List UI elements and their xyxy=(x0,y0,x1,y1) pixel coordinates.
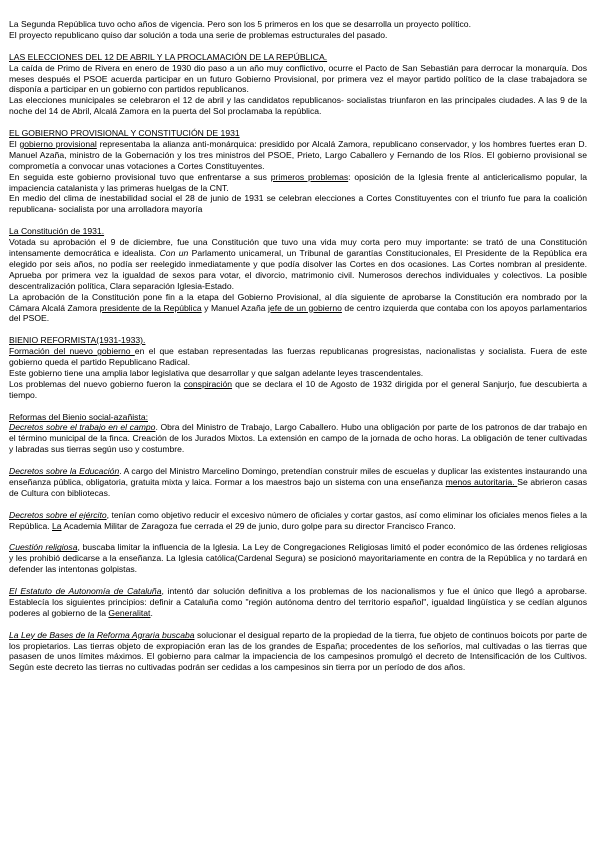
text-run: que se declara el 10 de Agosto de 1932 dirigida por el general Sanjurjo, fue descubierta a tiempo. xyxy=(9,378,587,400)
text-run: . A cargo del Ministro Marcelino Domingo, pretendían construir miles de escuelas y duplicar las existentes instaurando una enseñanza pública, obligatoria, gratuita mixta y laica. Formar a los maestros bajo un sistema con una enseñanza xyxy=(9,466,587,487)
gobierno-paragraph-1 xyxy=(9,139,587,172)
gobierno-paragraph-2 xyxy=(9,172,587,194)
text-run: solucionar el desigual reparto de la propiedad de la tierra, fue objeto de continuos boicots por parte de los propietarios. Las tierras objeto de expropiación eran las de los grandes de España; procedentes de los señoríos, mal cultivadas o las tierras que pasasen de unos límites máximos. El gobierno para calmar la impaciencia de los campesinos promulgó el decreto de Intensificación de los Cultivos. Según este decreto las tierras no cultivadas podrán ser cedidas a los campesinos sin tierra por un período de dos años. xyxy=(9,629,587,673)
reform-title: Decretos sobre el trabajo en el campo xyxy=(9,422,156,433)
spacer xyxy=(9,455,587,466)
underlined-term: La xyxy=(52,520,62,531)
heading-reformas: Reformas del Bienio social-azañista: xyxy=(9,411,148,422)
intro-line-1: La Segunda República tuvo ocho años de vigencia. Pero son los 5 primeros en los que se desarrolla un proyecto político. xyxy=(9,19,471,29)
text-run: : oposición de la Iglesia frente al anticlericalismo popular, la impaciencia catalanista y las primeras huelgas de la CNT. xyxy=(9,171,587,193)
constitucion-paragraph-1 xyxy=(9,237,587,292)
reform-title: Decretos sobre el ejército xyxy=(9,509,107,520)
bienio-paragraph-1 xyxy=(9,346,587,368)
heading-bienio-reformista: BIENIO REFORMISTA(1931-1933). xyxy=(9,335,146,346)
text-run: de centro izquierda que contaba con los apoyos parlamentarios del PSOE. xyxy=(9,302,587,324)
intro-line-2: El proyecto republicano quiso dar solución a toda una serie de problemas estructurales del pasado. xyxy=(9,29,388,40)
text-run: representaba la alianza anti-monárquica: presidido por Alcalá Zamora, republicano conservador, y los hombres fuertes eran D. Manuel Azaña, ministro de la Gobernación y los tres ministros del PSOE, Prieto, Largo Caballero y Fernando de los Ríos. El gobierno provisional se comprometía a convocar unas votaciones a Cortes Constituyentes. xyxy=(9,138,587,171)
text-run: . Obra del Ministro de Trabajo, Largo Caballero. Hubo una obligación por parte de los patronos de dar trabajo en el término municipal de la finca. Creación de los Jurados Mixtos. La extensión en campo de la jornada de ocho horas. La obligación de tener cultivadas y labradas sus tierras según uso y costumbre. xyxy=(9,422,587,455)
underlined-term: gobierno provisional xyxy=(19,138,97,149)
reform-title: La Ley de Bases de la Reforma Agraria buscaba xyxy=(9,629,195,640)
underlined-term: primeros problemas xyxy=(270,171,349,182)
text-run: El xyxy=(9,138,20,149)
underlined-term: jefe de un gobierno xyxy=(268,302,342,313)
underlined-term: Formación del nuevo gobierno xyxy=(9,346,135,357)
reform-title: Cuestión religiosa xyxy=(9,542,78,553)
underlined-term: menos autoritaria. xyxy=(445,476,518,487)
spacer xyxy=(9,324,587,335)
text-run: . xyxy=(150,607,153,618)
heading-constitucion: La Constitución de 1931. xyxy=(9,226,105,237)
elecciones-paragraph-1: La caída de Primo de Rivera en enero de 1930 dio paso a un año muy conflictivo, ocurre el Pacto de San Sebastián para derrocar la monarquía. Dos meses después el PSOE acuerda participar en un futuro Gobierno Provisional, por primera vez el mayor partido político de la clase trabajadora se disponía a participar en un gobierno con partidos republicanos. xyxy=(9,62,587,95)
reforma-educacion xyxy=(9,466,587,499)
reforma-agraria xyxy=(9,630,587,674)
heading-gobierno-provisional: EL GOBIERNO PROVISIONAL Y CONSTITUCIÓN DE 1931 xyxy=(9,128,240,139)
heading-elecciones: LAS ELECCIONES DEL 12 DE ABRIL Y LA PROCLAMACIÓN DE LA REPÚBLICA. xyxy=(9,51,328,62)
text-run: Parlamento unicameral, un Tribunal de garantías Constitucionales, El Presidente de la República era elegido por seis años, no podía ser reelegido inmediatamente y que podía disolver las Cortes en dos ocasiones. Las Cortes nombran al presidente. Aprueba por primera vez la igualdad de sexos para votar, el divorcio, matrimonio civil. Numerosos derechos individuales y colectivos. La posible descentralización política, Clara separación Iglesia-Estado. xyxy=(9,247,588,291)
gobierno-paragraph-3: En medio del clima de inestabilidad social el 28 de junio de 1931 se celebran elecciones a Cortes Constituyentes con el triunfo fue para la coalición republicana- socialista por una arrolladora mayoría xyxy=(9,193,587,215)
spacer xyxy=(9,41,587,52)
text-run: En seguida este gobierno provisional tuvo que enfrentarse a sus xyxy=(9,171,271,182)
elecciones-paragraph-2: Las elecciones municipales se celebraron el 12 de abril y las candidatos republicanos- socialistas triunfaron en las principales ciudades. A las 9 de la noche del 14 de Abril, Alcalá Zamora en la puerta del Sol proclamaba la república. xyxy=(9,95,587,117)
underlined-term: presidente de la República xyxy=(99,302,202,313)
spacer xyxy=(9,215,587,226)
text-run: Academia Militar de Zaragoza fue cerrada el 29 de junio, duro golpe para su director Francisco Franco. xyxy=(61,520,456,531)
spacer xyxy=(9,401,587,412)
reforma-ejercito xyxy=(9,510,587,532)
text-run: Los problemas del nuevo gobierno fueron la xyxy=(9,378,184,389)
reforma-estatuto xyxy=(9,586,587,619)
spacer xyxy=(9,499,587,510)
text-run: Se abrieron casas de Cultura con bibliotecas. xyxy=(9,476,587,498)
underlined-term: conspiración xyxy=(183,378,233,389)
bienio-paragraph-2: Este gobierno tiene una amplia labor legislativa que desarrollar y que salgan adelante leyes trascendentales. xyxy=(9,367,424,378)
document-page xyxy=(9,19,587,673)
reforma-religiosa xyxy=(9,542,587,575)
underlined-term: Generalitat xyxy=(108,607,151,618)
spacer xyxy=(9,531,587,542)
text-run: en el que estaban representadas las fuerzas republicanas progresistas, nacionalistas y socialista. Fuera de este gobierno queda el partido Republicano Radical. xyxy=(9,346,587,368)
constitucion-paragraph-2 xyxy=(9,292,587,325)
reforma-trabajo xyxy=(9,422,587,455)
reform-title: El Estatuto de Autonomía de Cataluña xyxy=(9,585,162,596)
spacer xyxy=(9,575,587,586)
text-run: Votada su aprobación el 9 de diciembre, fue una Constitución que tuvo una vida muy corta pero muy importante: se trató de una Constitución intensamente democrática e idealista. xyxy=(9,237,587,258)
reform-title: Decretos sobre la Educación xyxy=(9,466,120,477)
spacer xyxy=(9,619,587,630)
text-run: , tenían como objetivo reducir el excesivo número de oficiales y cortar gastos, así como eliminar los oficiales menos fieles a la República. xyxy=(9,509,587,531)
text-run: , intentó dar solución definitiva a los problemas de los nacionalismos y fue el único que llegó a aprobarse. Establecía los siguientes principios: definir a Cataluña como "región autónoma dentro del territorio español", igualdad lingüística y se cedían algunos poderes al gobierno de la xyxy=(9,585,588,618)
bienio-paragraph-3 xyxy=(9,379,587,401)
text-run: y Manuel Azaña xyxy=(201,302,269,313)
italic-term: Con un xyxy=(159,247,189,258)
spacer xyxy=(9,117,587,128)
text-run: , buscaba limitar la influencia de la Iglesia. La Ley de Congregaciones Religiosas limitó el poder económico de las órdenes religiosas y les prohibió dedicarse a la enseñanza. La Iglesia católica(Cardenal Segura) se posicionó mayoritariamente en contra de la República y no tardará en defender las intentonas golpistas. xyxy=(9,542,587,575)
text-run: La aprobación de la Constitución pone fin a la etapa del Gobierno Provisional, al día siguiente de aprobarse la Constitución era nombrado por la Cámara Alcalá Zamora xyxy=(9,291,587,313)
